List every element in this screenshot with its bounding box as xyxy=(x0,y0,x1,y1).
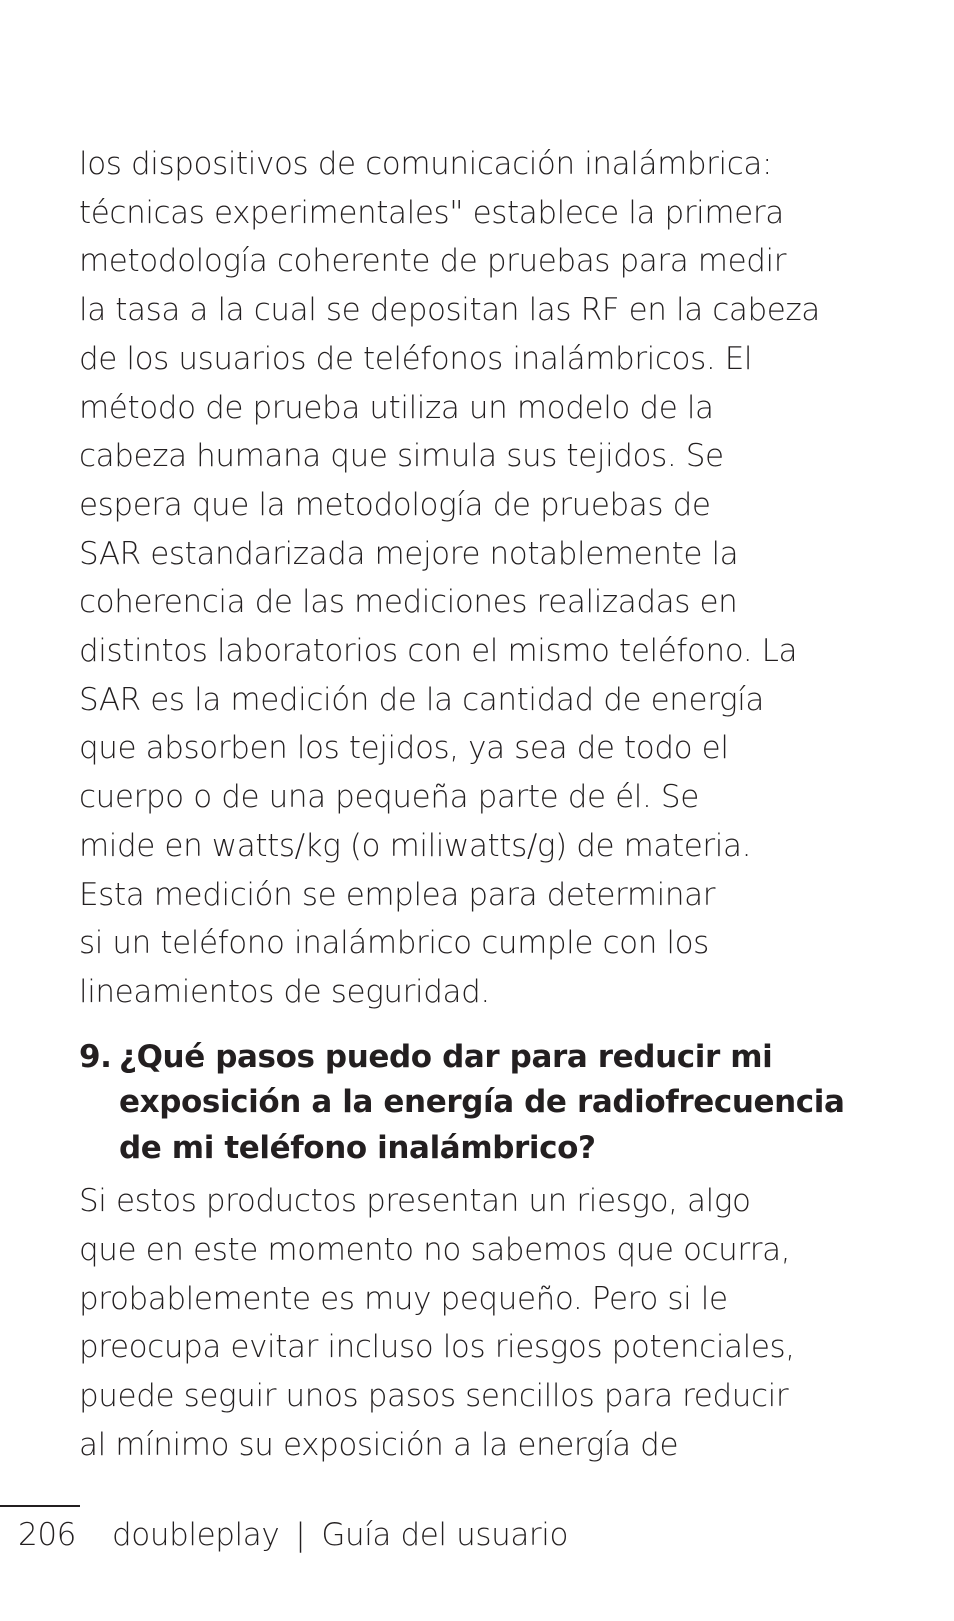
text-line: distintos laboratorios con el mismo teléfono. La xyxy=(79,633,798,670)
text-line: preocupa evitar incluso los riesgos potenciales, xyxy=(79,1329,795,1366)
text-line: metodología coherente de pruebas para medir xyxy=(79,243,787,280)
footer-divider xyxy=(0,1505,80,1507)
text-line: coherencia de las mediciones realizadas en xyxy=(79,584,738,621)
text-line: los dispositivos de comunicación inalámbrica: xyxy=(79,146,772,182)
page-content xyxy=(79,140,919,1469)
heading-line: de mi teléfono inalámbrico? xyxy=(119,1129,596,1166)
paragraph-reduce-exposure xyxy=(79,1177,919,1469)
text-line: técnicas experimentales" establece la primera xyxy=(79,194,784,231)
footer-guide-title: Guía del usuario xyxy=(321,1517,569,1553)
text-line: de los usuarios de teléfonos inalámbricos. El xyxy=(79,340,753,377)
footer-separator: | xyxy=(295,1517,306,1553)
text-line: si un teléfono inalámbrico cumple con los xyxy=(79,925,709,962)
text-line: SAR estandarizada mejore notablemente la xyxy=(79,535,739,572)
page-footer xyxy=(18,1515,568,1555)
text-line: Esta medición se emplea para determinar xyxy=(79,876,716,913)
text-line: que absorben los tejidos, ya sea de todo el xyxy=(79,730,729,767)
text-line: cabeza humana que simula sus tejidos. Se xyxy=(79,438,724,475)
text-line: cuerpo o de una pequeña parte de él. Se xyxy=(79,779,699,816)
text-line: al mínimo su exposición a la energía de xyxy=(79,1426,679,1463)
text-line: mide en watts/kg (o miliwatts/g) de materia. xyxy=(79,827,752,864)
section-heading xyxy=(79,1035,919,1172)
paragraph-sar-methodology xyxy=(79,140,919,1017)
heading-line: exposición a la energía de radiofrecuencia xyxy=(119,1084,845,1121)
page-number: 206 xyxy=(18,1517,76,1553)
text-line: la tasa a la cual se depositan las RF en la cabeza xyxy=(79,292,820,329)
heading-number: 9. xyxy=(79,1038,112,1075)
heading-line: ¿Qué pasos puedo dar para reducir mi xyxy=(119,1038,773,1075)
text-line: SAR es la medición de la cantidad de energía xyxy=(79,681,765,718)
text-line: lineamientos de seguridad. xyxy=(79,973,490,1010)
text-line: espera que la metodología de pruebas de xyxy=(79,486,711,523)
text-line: probablemente es muy pequeño. Pero si le xyxy=(79,1280,728,1317)
text-line: puede seguir unos pasos sencillos para reducir xyxy=(79,1377,789,1414)
footer-product-name: doubleplay xyxy=(111,1517,280,1553)
text-line: método de prueba utiliza un modelo de la xyxy=(79,389,714,426)
text-line: que en este momento no sabemos que ocurra, xyxy=(79,1231,791,1268)
text-line: Si estos productos presentan un riesgo, algo xyxy=(79,1183,751,1220)
